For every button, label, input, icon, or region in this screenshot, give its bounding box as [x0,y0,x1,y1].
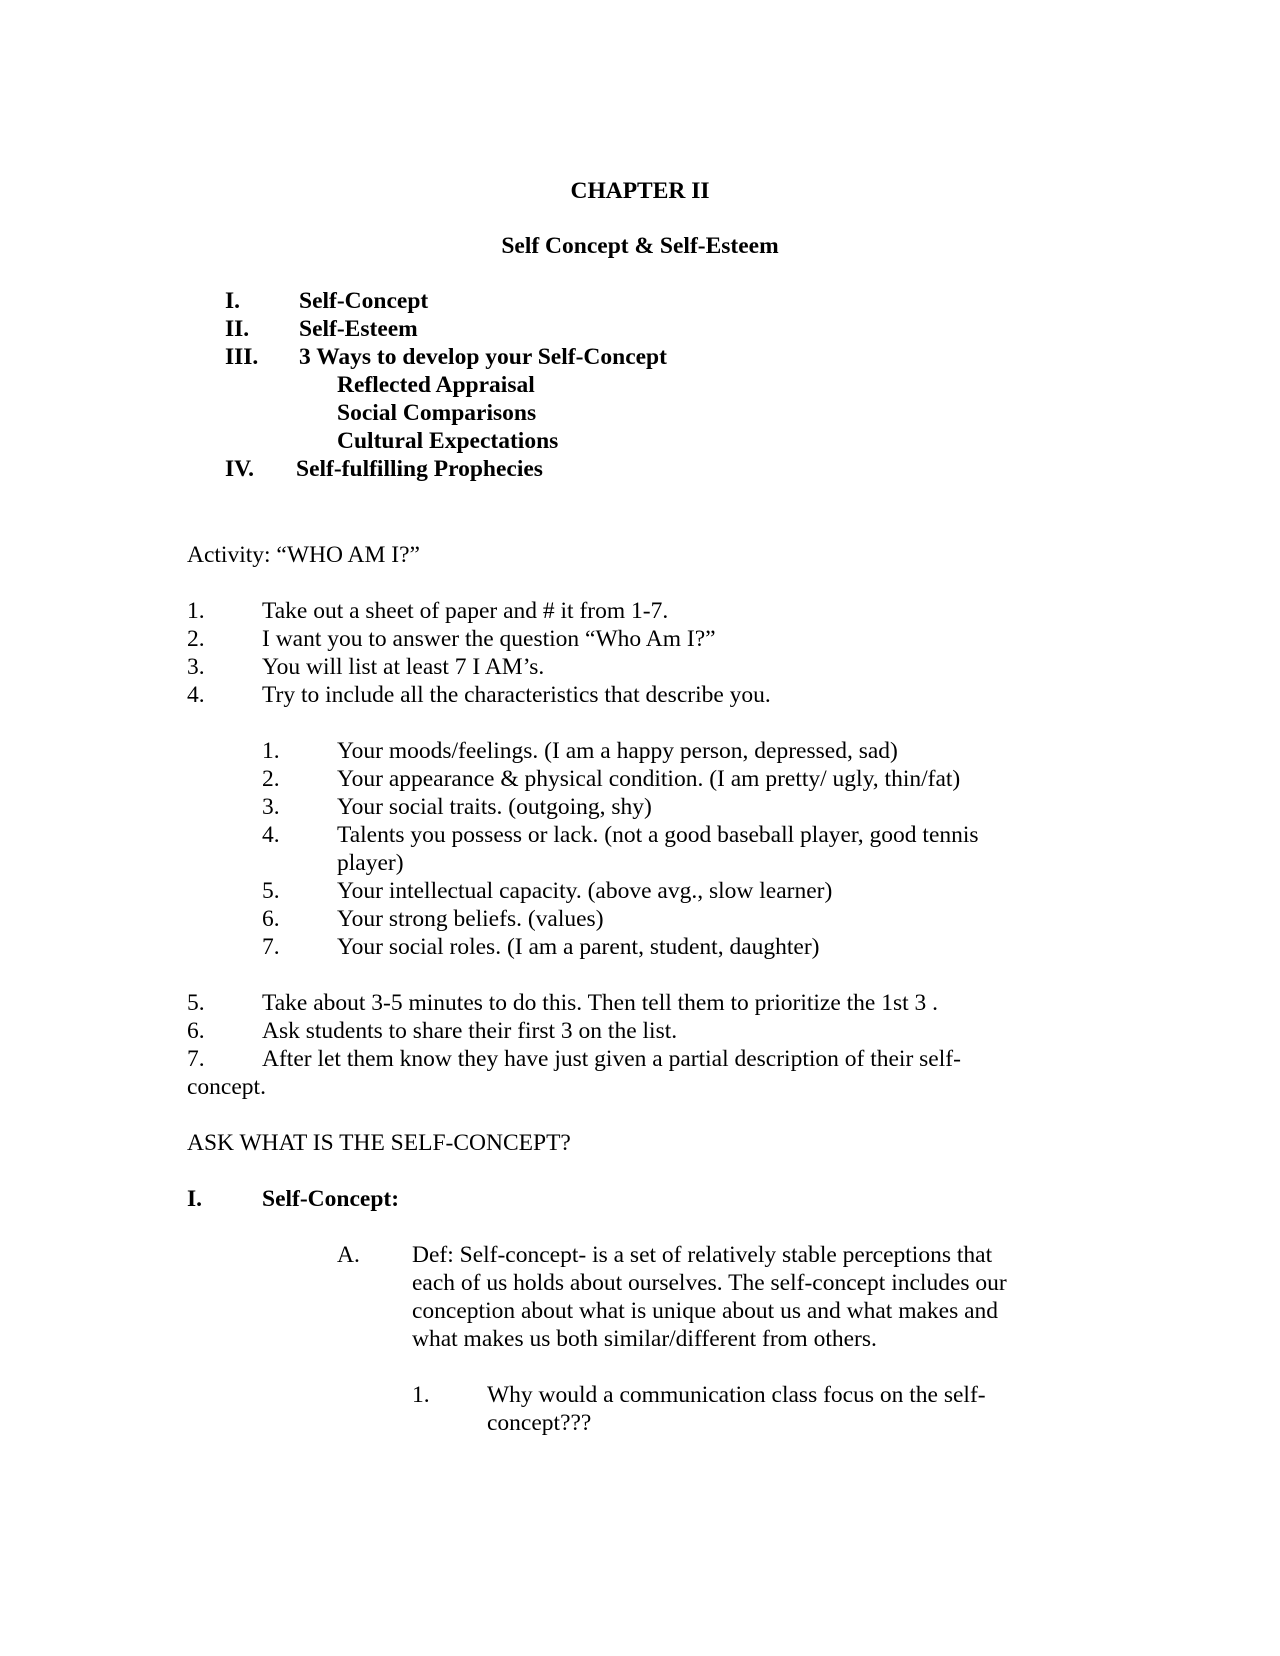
step-text-5: Take about 3-5 minutes to do this. Then tell them to prioritize the 1st 3 . [262,990,939,1016]
outline-item-3: 3 Ways to develop your Self-Concept [299,344,667,370]
activity-title: Activity: “WHO AM I?” [187,542,420,568]
outline-sub-2: Social Comparisons [337,400,537,426]
step-num-7: 7. [187,1046,205,1072]
char-text-7: Your social roles. (I am a parent, student, daughter) [337,934,820,960]
char-num-1: 1. [262,738,280,764]
char-num-4: 4. [262,822,280,848]
char-text-6: Your strong beliefs. (values) [337,906,604,932]
definition-line-2: each of us holds about ourselves. The self-concept includes our [412,1270,1007,1296]
outline-sub-3: Cultural Expectations [337,428,559,454]
outline-item-4: Self-fulfilling Prophecies [296,456,543,482]
char-text-3: Your social traits. (outgoing, shy) [337,794,652,820]
step-num-4: 4. [187,682,205,708]
char-num-5: 5. [262,878,280,904]
step-num-3: 3. [187,654,205,680]
outline-sub-1: Reflected Appraisal [337,372,535,398]
definition-line-3: conception about what is unique about us and what makes and [412,1298,999,1324]
step-text-2: I want you to answer the question “Who Am I?” [262,626,716,652]
ask-line: ASK WHAT IS THE SELF-CONCEPT? [187,1130,571,1156]
step-text-7: After let them know they have just given a partial description of their self- [262,1046,961,1072]
step-num-5: 5. [187,990,205,1016]
chapter-title: CHAPTER II [570,178,710,204]
section-heading: Self-Concept: [262,1186,400,1212]
section-number: I. [187,1186,203,1212]
step-num-2: 2. [187,626,205,652]
char-text-4: Talents you possess or lack. (not a good baseball player, good tennis [337,822,979,848]
step-text-6: Ask students to share their first 3 on the list. [262,1018,678,1044]
definition-letter: A. [337,1242,360,1268]
step-text-1: Take out a sheet of paper and # it from 1-7. [262,598,669,624]
outline-num-2: II. [225,316,250,342]
step-num-1: 1. [187,598,205,624]
chapter-subtitle: Self Concept & Self-Esteem [501,233,779,259]
definition-line-4: what makes us both similar/different from others. [412,1326,877,1352]
outline-item-2: Self-Esteem [299,316,418,342]
char-num-7: 7. [262,934,280,960]
outline-item-1: Self-Concept [299,288,429,314]
char-text-1: Your moods/feelings. (I am a happy person, depressed, sad) [337,738,898,764]
outline-num-3: III. [225,344,259,370]
step-text-4: Try to include all the characteristics that describe you. [262,682,771,708]
definition-line-1: Def: Self-concept- is a set of relatively stable perceptions that [412,1242,993,1268]
char-num-3: 3. [262,794,280,820]
step-text-3: You will list at least 7 I AM’s. [262,654,545,680]
question-number: 1. [412,1382,430,1408]
question-line-1: Why would a communication class focus on the self- [487,1382,986,1408]
outline-num-1: I. [225,288,241,314]
char-text-2: Your appearance & physical condition. (I am pretty/ ugly, thin/fat) [337,766,961,792]
step-num-6: 6. [187,1018,205,1044]
question-line-2: concept??? [487,1410,592,1436]
step-text-7-cont: concept. [187,1074,266,1100]
char-text-5: Your intellectual capacity. (above avg., slow learner) [337,878,833,904]
char-num-6: 6. [262,906,280,932]
char-text-4-cont: player) [337,850,404,876]
outline-num-4: IV. [225,456,254,482]
char-num-2: 2. [262,766,280,792]
